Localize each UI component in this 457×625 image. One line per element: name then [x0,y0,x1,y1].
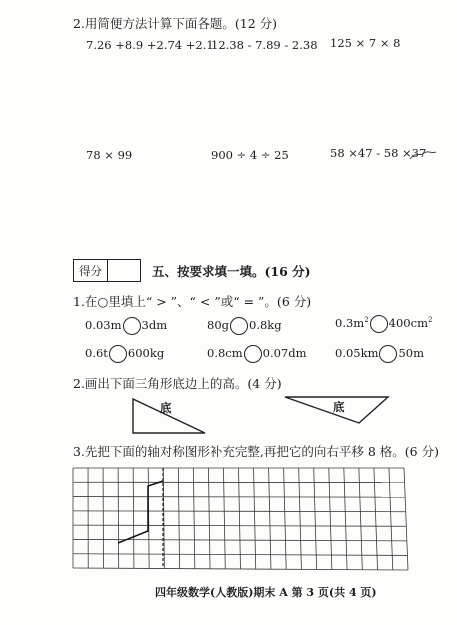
grid-col-line [223,468,225,569]
calc-question-title: 2.用简便方法计算下面各题。(12 分) [73,16,278,31]
compare-question-title: 1.在○里填上“ > ”、“ < ”或“ = ”。(6 分) [73,294,312,309]
compare-left: 0.8cm [207,346,243,360]
compare-right: 0.8kg [249,318,282,332]
grid-col-line [208,468,210,569]
pen-mark [408,145,438,165]
base-label: 底 [333,400,345,414]
grid-col-line [178,468,179,569]
compare-left: 80g [207,318,229,332]
superscript: 2 [427,316,433,325]
compare-right: 3dm [141,318,168,332]
compare-left: 0.6t [85,346,108,360]
calc-item-5: 900 ÷ 4 ÷ 25 [211,148,289,162]
symmetry-question-title: 3.先把下面的轴对称图形补充完整,再把它的向右平移 8 格。(6 分) [73,444,439,459]
grid-col-line [299,468,302,569]
compare-right: 50m [398,346,425,360]
grid-col-line [254,468,256,569]
calc-item-1: 7.26 +8.9 +2.74 +2.1 [86,38,214,52]
grid-col-line [239,468,241,569]
superscript: 2 [364,316,369,325]
height-question-title: 2.画出下面三角形底边上的高。(4 分) [73,376,282,391]
compare-left: 0.03m [85,318,122,332]
score-label: 得分 [79,264,102,278]
compare-right: 600kg [127,346,165,360]
grid-col-line [269,468,271,569]
grid-col-line [329,468,332,570]
half-figure-outline [118,481,163,543]
grid-col-line [193,468,194,569]
calc-item-4: 78 × 99 [86,148,133,162]
base-label: 底 [160,401,172,415]
compare-right: 400cm [388,316,428,330]
page-footer: 四年级数学(人教版)期末 A 第 3 页(共 4 页) [155,586,377,599]
compare-left: 0.3m [335,316,365,330]
calc-item-3: 125 × 7 × 8 [330,36,401,50]
grid-col-line [118,468,119,568]
grid-col-line [359,468,362,570]
section-title: 五、按要求填一填。(16 分) [152,264,311,279]
calc-item-2: 12.38 - 7.89 - 2.38 [211,38,318,52]
calc-item-6: 58 ×47 - 58 ×37 [330,146,427,160]
grid-col-line [374,468,378,570]
grid-col-line [389,468,393,570]
grid-col-line [314,468,317,569]
grid-col-line [344,468,347,570]
grid-col-line [133,468,134,568]
compare-right: 0.07dm [262,346,307,360]
grid-col-line [284,468,287,569]
compare-left: 0.05km [335,346,379,360]
grid-col-line [404,468,408,570]
